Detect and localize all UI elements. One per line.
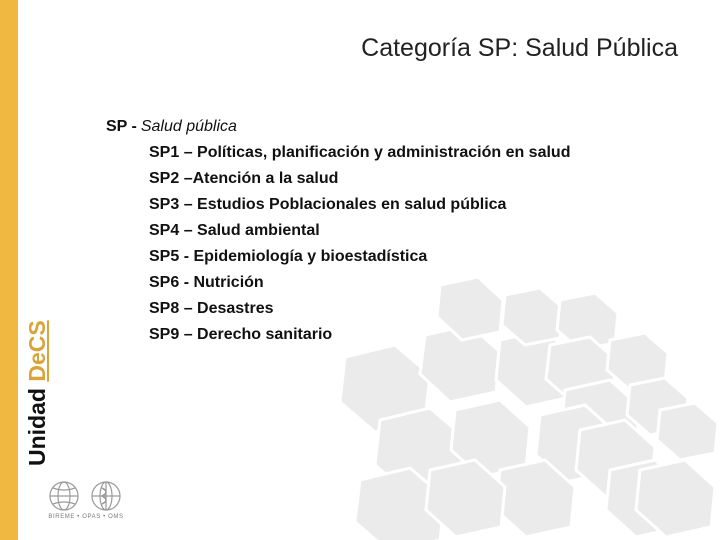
category-name: Salud pública bbox=[140, 118, 237, 135]
logos-caption: BIREME • OPAS • OMS bbox=[48, 514, 124, 520]
list-item: SP9 – Derecho sanitario bbox=[149, 326, 333, 343]
category-heading bbox=[106, 114, 570, 140]
list-item: SP2 –Atención a la salud bbox=[149, 170, 339, 187]
category-code: SP - bbox=[106, 118, 137, 135]
category-content bbox=[106, 114, 570, 348]
unit-label-prefix: Unidad bbox=[24, 381, 50, 466]
list-item: SP1 – Políticas, planificación y administración en salud bbox=[149, 144, 571, 161]
list-item: SP4 – Salud ambiental bbox=[149, 222, 320, 239]
list-item: SP6 - Nutrición bbox=[149, 274, 264, 291]
list-item: SP5 - Epidemiología y bioestadística bbox=[149, 248, 428, 265]
who-emblem-icon bbox=[92, 482, 120, 510]
subcategory-list bbox=[106, 140, 570, 348]
list-item: SP8 – Desastres bbox=[149, 300, 274, 317]
decs-link[interactable]: DeCS bbox=[24, 320, 50, 382]
paho-globe-icon bbox=[50, 482, 78, 510]
list-item: SP3 – Estudios Poblacionales en salud pública bbox=[149, 196, 507, 213]
slide-title: Categoría SP: Salud Pública bbox=[361, 34, 678, 62]
